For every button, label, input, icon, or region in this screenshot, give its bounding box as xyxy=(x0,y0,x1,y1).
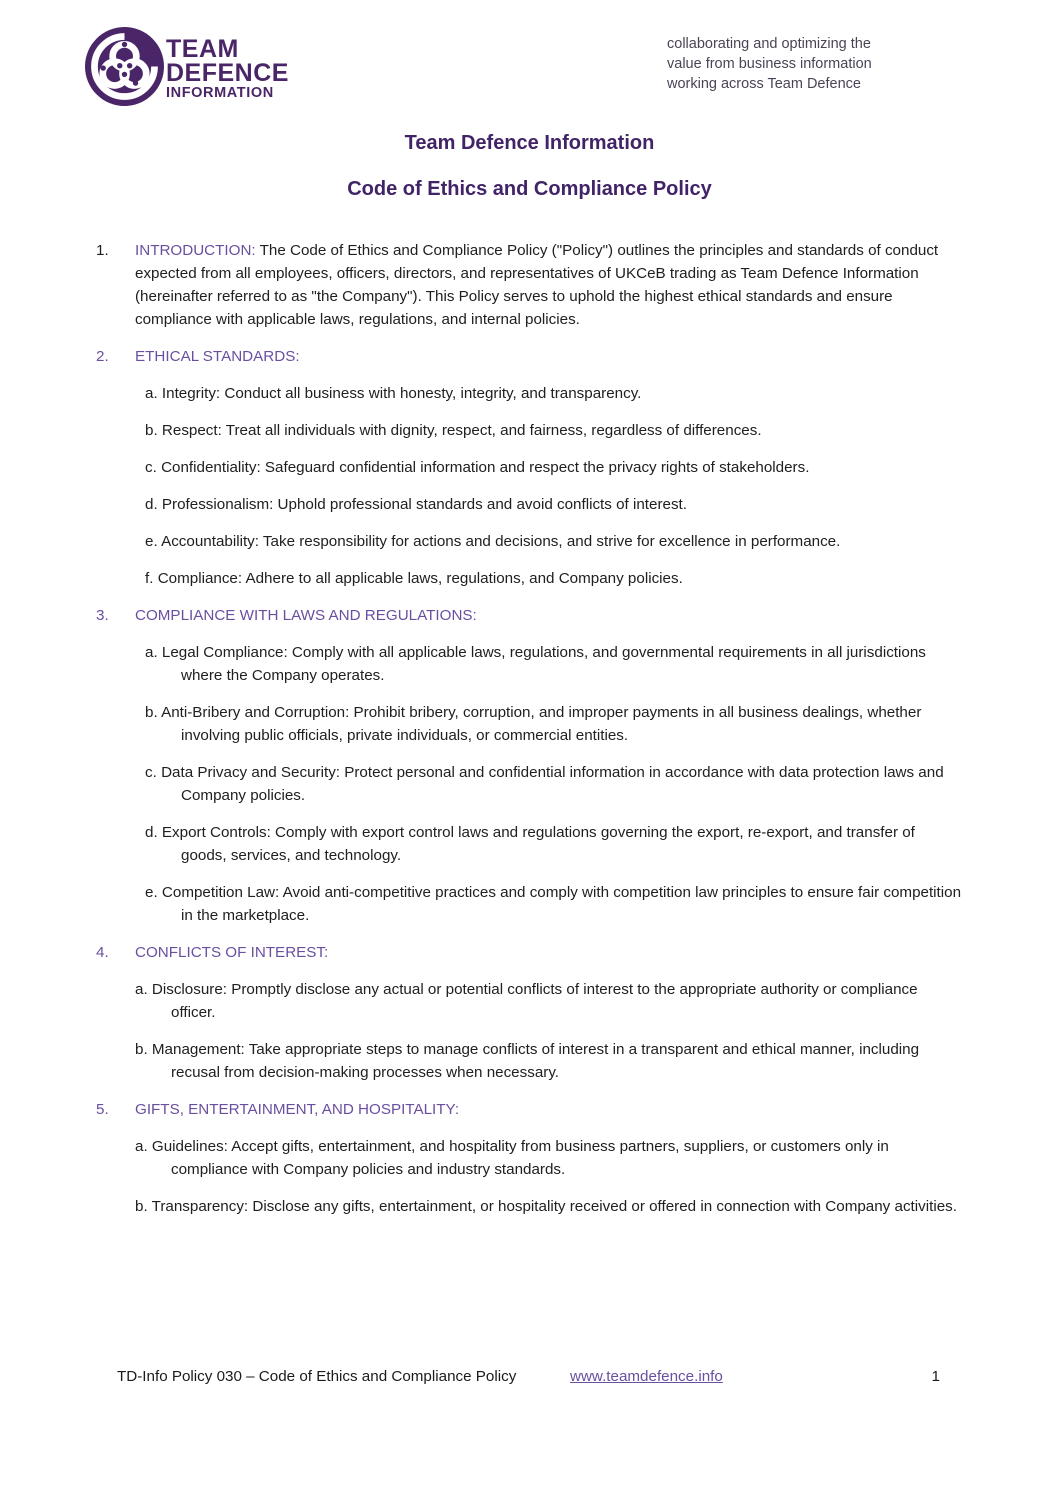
brand-tagline xyxy=(667,34,872,94)
document-title: Team Defence Information xyxy=(404,132,655,154)
section-body-text: The Code of Ethics and Compliance Policy ("Policy") outlines the principles and standards of conduct expected from all employees, officers, directors, and representatives of UKCeB trading as Team Defence Information (hereinafter referred to as "the Company"). This Policy serves to uphold the highest ethical standards and ensure compliance with applicable laws, regulations, and internal policies. xyxy=(135,242,939,328)
section-items xyxy=(96,382,964,590)
policy-section xyxy=(96,604,964,927)
list-item-label: e. xyxy=(145,884,158,901)
tagline-line: collaborating and optimizing the xyxy=(667,36,871,52)
list-item-label: d. xyxy=(145,824,158,841)
list-item-text: Integrity: Conduct all business with honesty, integrity, and transparency. xyxy=(161,385,642,402)
list-item-label: c. xyxy=(145,459,157,476)
list-item-text: Disclosure: Promptly disclose any actual or potential conflicts of interest to the appropriate authority or compliance officer. xyxy=(151,981,918,1021)
list-item xyxy=(96,641,964,687)
section-heading: GIFTS, ENTERTAINMENT, AND HOSPITALITY: xyxy=(135,1101,460,1118)
section-heading-row xyxy=(96,604,964,627)
section-items xyxy=(96,978,964,1084)
section-content xyxy=(135,239,964,331)
list-item xyxy=(96,567,964,590)
section-heading-row xyxy=(96,239,964,331)
list-item-label: a. xyxy=(145,385,158,402)
section-items xyxy=(96,1135,964,1218)
list-item-label: b. xyxy=(135,1198,148,1215)
policy-section xyxy=(96,1098,964,1218)
list-item-label: d. xyxy=(145,496,158,513)
footer-website-link[interactable]: www.teamdefence.info xyxy=(570,1368,723,1385)
list-item-text: Confidentiality: Safeguard confidential information and respect the privacy rights of stakeholders. xyxy=(161,459,810,476)
section-number: 1. xyxy=(96,242,109,259)
list-item xyxy=(96,382,964,405)
section-heading: INTRODUCTION: xyxy=(135,242,256,259)
list-item-text: Data Privacy and Security: Protect personal and confidential information in accordance with data protection laws and Company policies. xyxy=(161,764,944,804)
section-heading-row xyxy=(96,345,964,368)
section-heading: COMPLIANCE WITH LAWS AND REGULATIONS: xyxy=(135,607,477,624)
sections-container xyxy=(96,239,964,1218)
list-item xyxy=(96,881,964,927)
section-heading: ETHICAL STANDARDS: xyxy=(135,348,300,365)
section-content xyxy=(135,1098,964,1121)
policy-section xyxy=(96,239,964,331)
footer-page-number: 1 xyxy=(931,1368,940,1385)
list-item-label: e. xyxy=(145,533,158,550)
list-item-text: Guidelines: Accept gifts, entertainment, and hospitality from business partners, suppliers, or customers only in compliance with Company policies and industry standards. xyxy=(151,1138,889,1178)
page-footer xyxy=(0,1368,1059,1394)
list-item xyxy=(96,761,964,807)
list-item-text: Compliance: Adhere to all applicable laws, regulations, and Company policies. xyxy=(157,570,683,587)
section-content xyxy=(135,941,964,964)
section-number: 2. xyxy=(96,348,109,365)
title-block xyxy=(0,131,1059,201)
list-item xyxy=(96,978,964,1024)
list-item-text: Anti-Bribery and Corruption: Prohibit bribery, corruption, and improper payments in all business dealings, whether involving public officials, private individuals, or commercial entities. xyxy=(161,704,922,744)
list-item xyxy=(96,530,964,553)
section-heading-row xyxy=(96,941,964,964)
wordmark-line: DEFENCE xyxy=(166,59,289,87)
footer-document-ref: TD-Info Policy 030 – Code of Ethics and Compliance Policy xyxy=(117,1368,517,1385)
list-item xyxy=(96,1038,964,1084)
list-item xyxy=(96,456,964,479)
tagline-line: working across Team Defence xyxy=(667,76,861,92)
list-item-text: Legal Compliance: Comply with all applicable laws, regulations, and governmental requirements in all jurisdictions where the Company operates. xyxy=(161,644,926,684)
list-item-label: c. xyxy=(145,764,157,781)
list-item xyxy=(96,493,964,516)
section-number: 3. xyxy=(96,607,109,624)
list-item-label: b. xyxy=(145,422,158,439)
list-item-label: b. xyxy=(135,1041,148,1058)
section-content xyxy=(135,345,964,368)
section-heading: CONFLICTS OF INTEREST: xyxy=(135,944,329,961)
section-items xyxy=(96,641,964,927)
list-item xyxy=(96,701,964,747)
document-subtitle: Code of Ethics and Compliance Policy xyxy=(347,178,712,200)
list-item-text: Professionalism: Uphold professional standards and avoid conflicts of interest. xyxy=(161,496,687,513)
section-number: 4. xyxy=(96,944,109,961)
tagline-line: value from business information xyxy=(667,56,872,72)
list-item-label: f. xyxy=(145,570,154,587)
list-item-text: Accountability: Take responsibility for actions and decisions, and strive for excellence in performance. xyxy=(161,533,841,550)
wordmark-line: INFORMATION xyxy=(166,85,274,101)
list-item-text: Respect: Treat all individuals with dignity, respect, and fairness, regardless of differences. xyxy=(161,422,762,439)
brand-wordmark xyxy=(166,37,289,102)
list-item-label: b. xyxy=(145,704,158,721)
list-item-text: Transparency: Disclose any gifts, entertainment, or hospitality received or offered in connection with Company activities. xyxy=(151,1198,957,1215)
document-body xyxy=(96,239,964,1232)
section-number: 5. xyxy=(96,1101,109,1118)
list-item-text: Management: Take appropriate steps to manage conflicts of interest in a transparent and ethical manner, including recusal from decision-making processes when necessary. xyxy=(151,1041,920,1081)
list-item xyxy=(96,1195,964,1218)
wordmark-line: TEAM xyxy=(166,35,239,63)
list-item xyxy=(96,821,964,867)
list-item-text: Competition Law: Avoid anti-competitive practices and comply with competition law principles to ensure fair competition in the marketplace. xyxy=(161,884,962,924)
list-item-label: a. xyxy=(145,644,158,661)
list-item-label: a. xyxy=(135,1138,148,1155)
section-content xyxy=(135,604,964,627)
list-item xyxy=(96,1135,964,1181)
section-heading-row xyxy=(96,1098,964,1121)
policy-section xyxy=(96,345,964,590)
list-item-label: a. xyxy=(135,981,148,998)
policy-section xyxy=(96,941,964,1084)
team-defence-logo-icon xyxy=(85,27,164,106)
list-item-text: Export Controls: Comply with export control laws and regulations governing the export, re-export, and transfer of goods, services, and technology. xyxy=(161,824,915,864)
list-item xyxy=(96,419,964,442)
